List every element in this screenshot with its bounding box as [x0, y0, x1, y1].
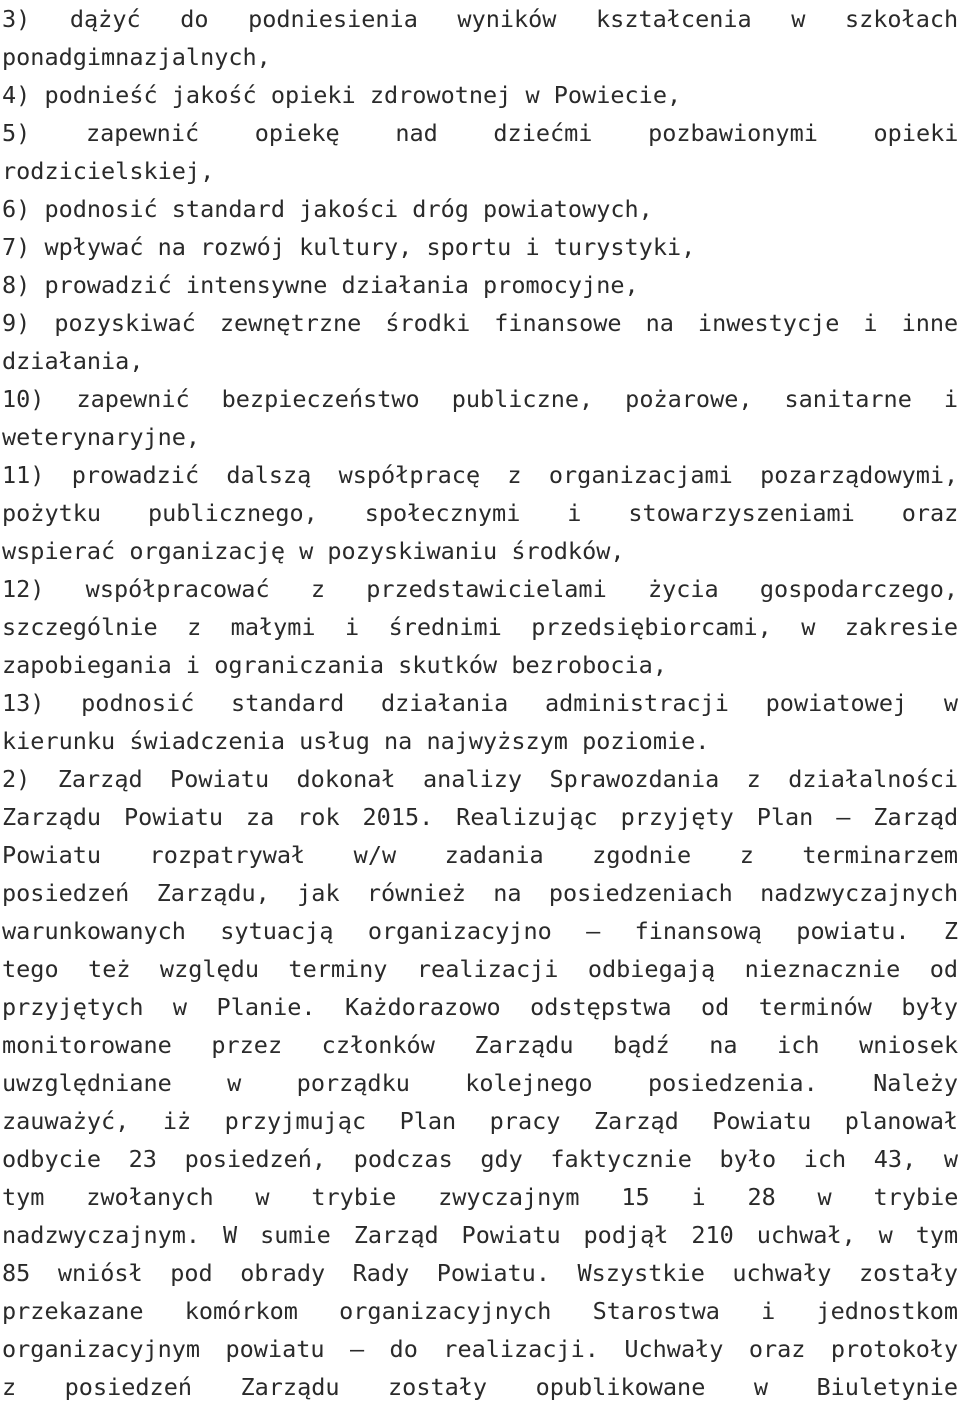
- text-line: kierunku świadczenia usług na najwyższym poziomie.: [2, 727, 710, 755]
- text-line: działania,: [2, 347, 144, 375]
- text-line: weterynaryjne,: [2, 423, 201, 451]
- text-line: przekazane komórkom organizacyjnych Starostwa i jednostkom: [2, 1297, 958, 1325]
- text-line: rodzicielskiej,: [2, 157, 215, 185]
- text-line: ponadgimnazjalnych,: [2, 43, 271, 71]
- text-line: tym zwołanych w trybie zwyczajnym 15 i 28 w trybie: [2, 1183, 959, 1211]
- text-line: 85 wniósł pod obrady Rady Powiatu. Wszystkie uchwały zostały: [2, 1259, 958, 1287]
- text-line: 4) podnieść jakość opieki zdrowotnej w Powiecie,: [2, 81, 682, 109]
- text-line: 5) zapewnić opiekę nad dziećmi pozbawionymi opieki: [2, 119, 959, 147]
- text-line: organizacyjnym powiatu – do realizacji. Uchwały oraz protokoły: [2, 1335, 959, 1363]
- text-line: warunkowanych sytuacją organizacyjno – finansową powiatu. Z: [2, 917, 958, 945]
- text-line: 10) zapewnić bezpieczeństwo publiczne, pożarowe, sanitarne i: [2, 385, 958, 413]
- text-line: odbycie 23 posiedzeń, podczas gdy faktycznie było ich 43, w: [2, 1145, 958, 1173]
- text-line: Zarządu Powiatu za rok 2015. Realizując przyjęty Plan – Zarząd: [2, 803, 959, 831]
- text-line: szczególnie z małymi i średnimi przedsiębiorcami, w zakresie: [2, 613, 958, 641]
- text-line: przyjętych w Planie. Każdorazowo odstępstwa od terminów były: [2, 993, 958, 1021]
- text-line: zauważyć, iż przyjmując Plan pracy Zarząd Powiatu planował: [2, 1107, 958, 1135]
- text-line: tego też względu terminy realizacji odbiegają nieznacznie od: [2, 955, 958, 983]
- text-line: 9) pozyskiwać zewnętrzne środki finansowe na inwestycje i inne: [2, 309, 959, 337]
- text-line: 12) współpracować z przedstawicielami życia gospodarczego,: [2, 575, 958, 603]
- text-line: monitorowane przez członków Zarządu bądź na ich wniosek: [2, 1031, 959, 1059]
- text-line: posiedzeń Zarządu, jak również na posiedzeniach nadzwyczajnych: [2, 879, 959, 907]
- text-line: wspierać organizację w pozyskiwaniu środków,: [2, 537, 625, 565]
- text-line: z posiedzeń Zarządu zostały opublikowane w Biuletynie: [2, 1373, 958, 1401]
- text-line: 6) podnosić standard jakości dróg powiatowych,: [2, 195, 653, 223]
- text-line: 8) prowadzić intensywne działania promocyjne,: [2, 271, 639, 299]
- text-line: pożytku publicznego, społecznymi i stowarzyszeniami oraz: [2, 499, 959, 527]
- text-line: zapobiegania i ograniczania skutków bezrobocia,: [2, 651, 667, 679]
- text-line: uwzględniane w porządku kolejnego posiedzenia. Należy: [2, 1069, 958, 1097]
- text-line: nadzwyczajnym. W sumie Zarząd Powiatu podjął 210 uchwał, w tym: [2, 1221, 959, 1249]
- text-line: 13) podnosić standard działania administracji powiatowej w: [2, 689, 958, 717]
- text-line: 2) Zarząd Powiatu dokonał analizy Sprawozdania z działalności: [2, 765, 959, 793]
- text-line: 11) prowadzić dalszą współpracę z organizacjami pozarządowymi,: [2, 461, 959, 489]
- text-line: 3) dążyć do podniesienia wyników kształcenia w szkołach: [2, 5, 959, 33]
- text-line: 7) wpływać na rozwój kultury, sportu i turystyki,: [2, 233, 696, 261]
- text-line: Powiatu rozpatrywał w/w zadania zgodnie z terminarzem: [2, 841, 958, 869]
